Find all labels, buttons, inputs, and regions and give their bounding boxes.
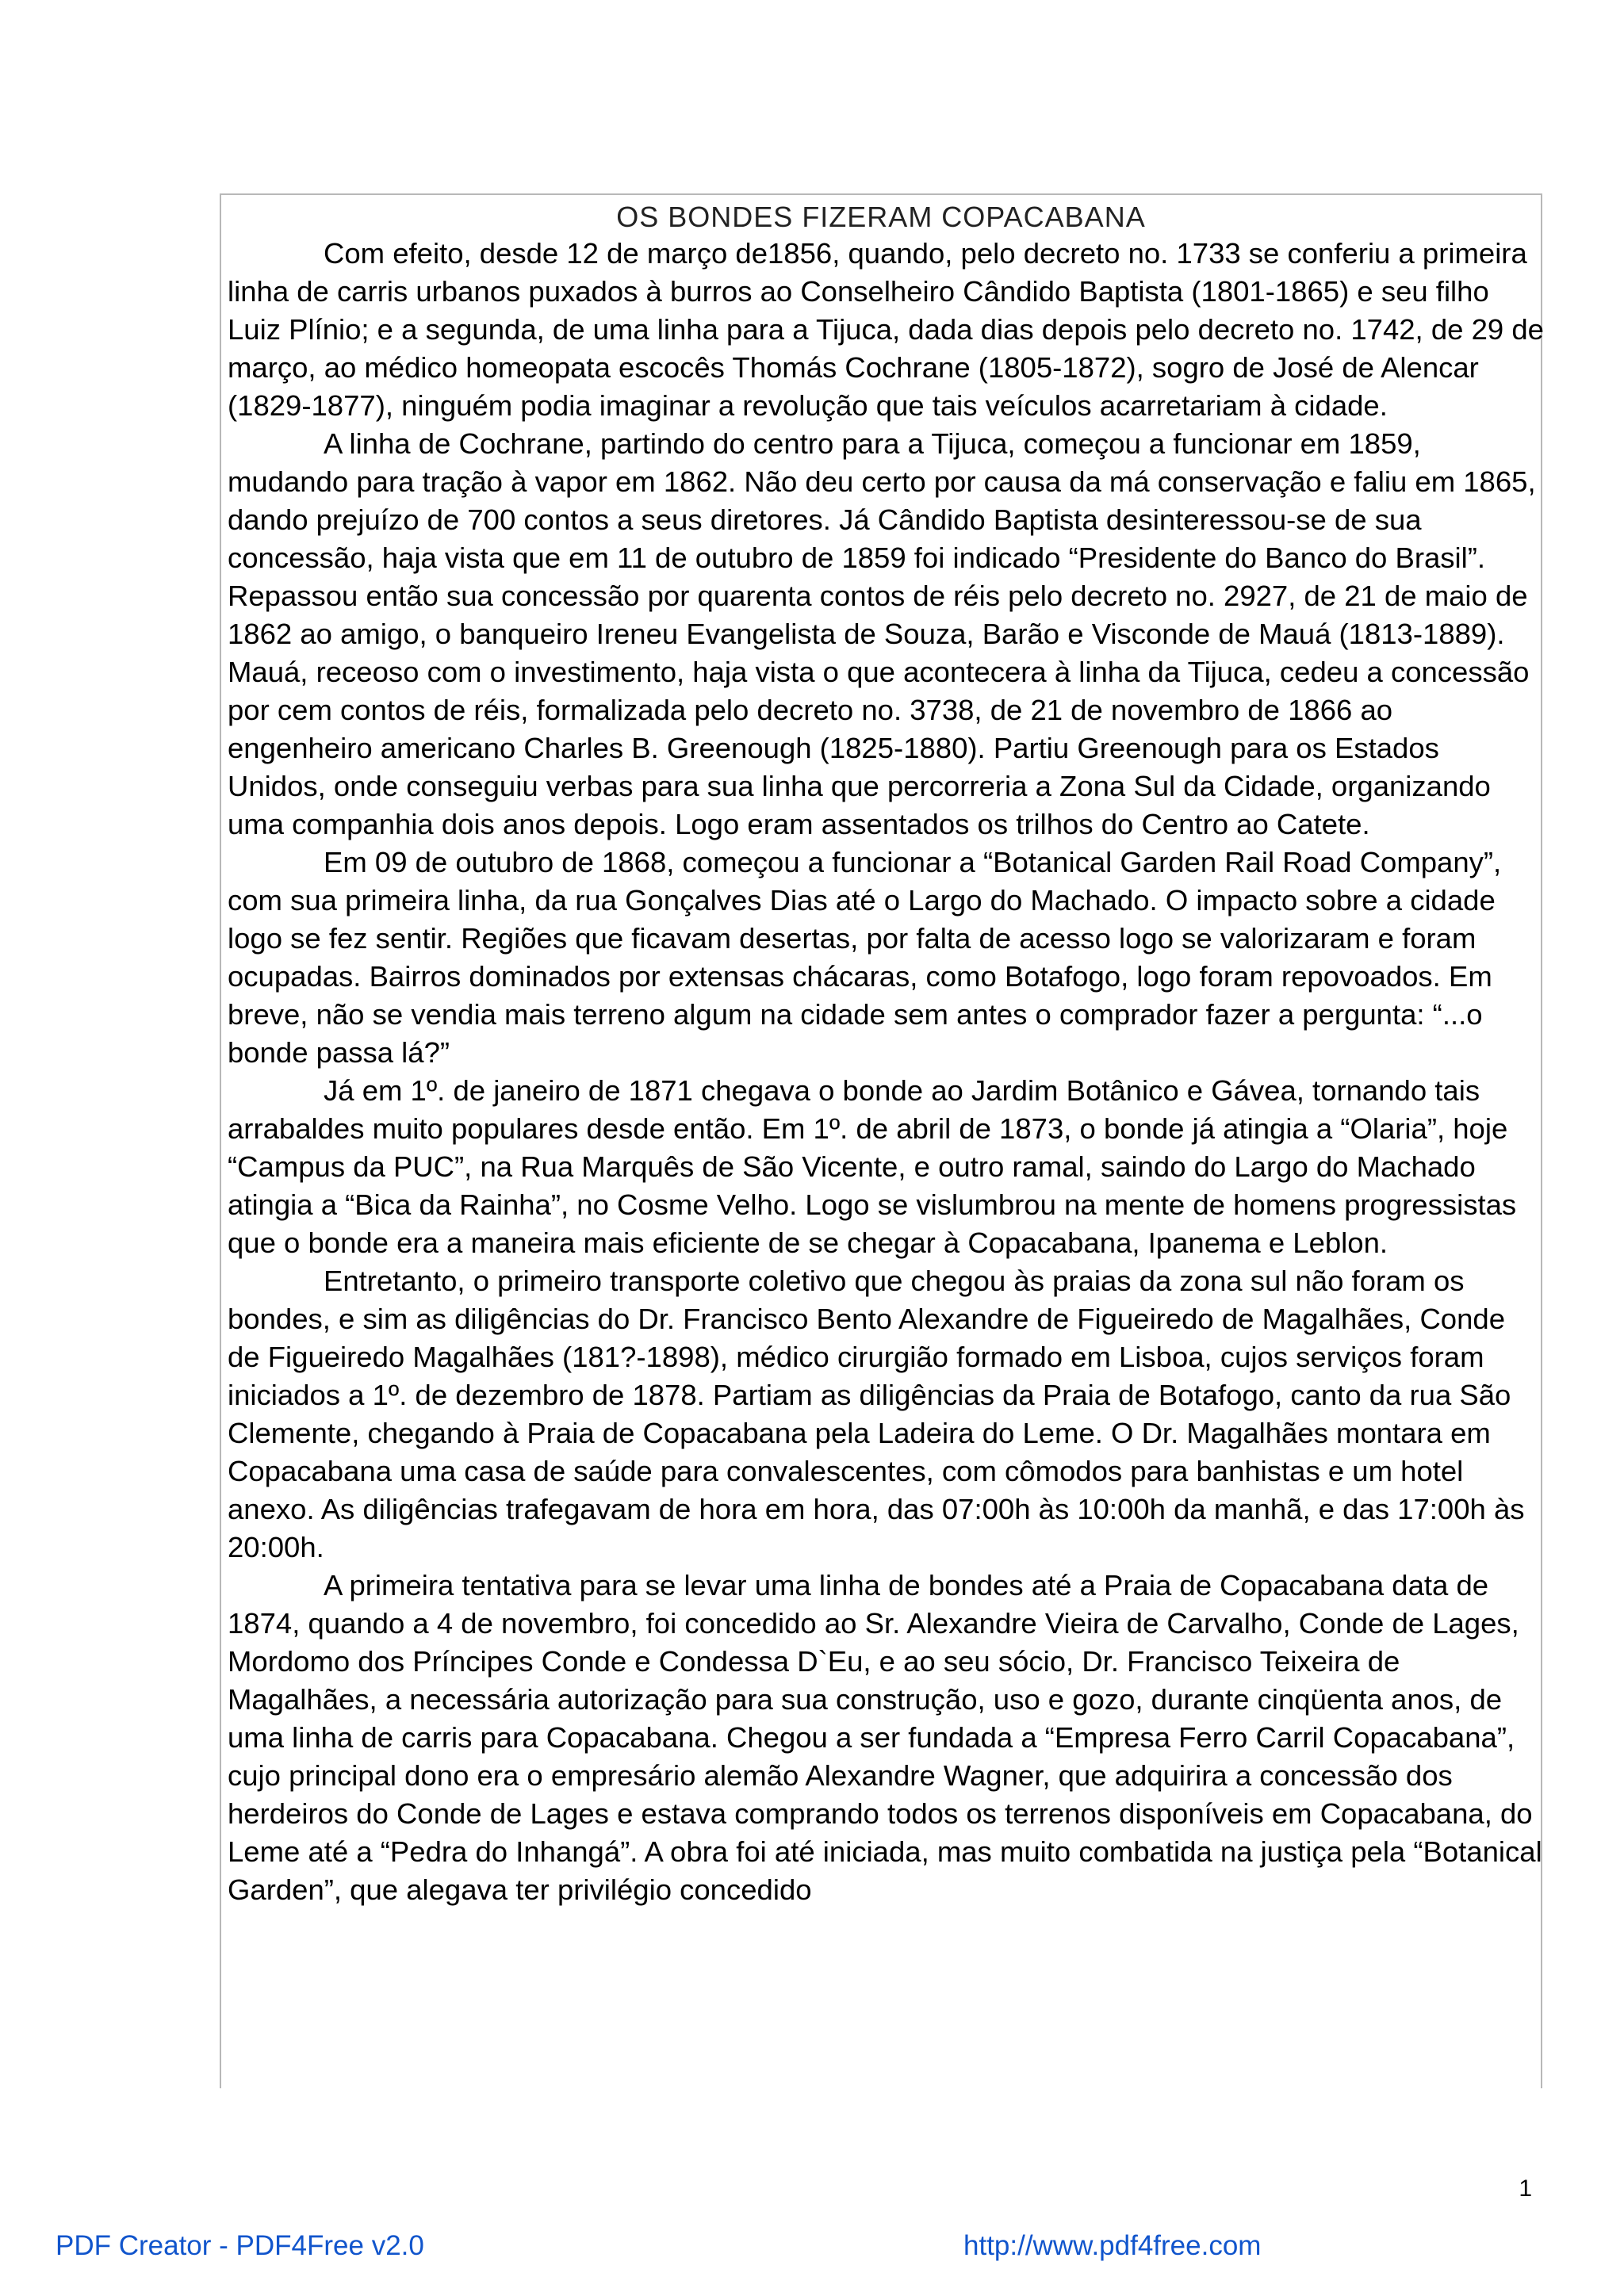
- paragraph: Já em 1º. de janeiro de 1871 chegava o bonde ao Jardim Botânico e Gávea, tornando tais arrabaldes muito populares desde então. Em 1º. de abril de 1873, o bonde já atingia a “Olaria”, hoje “Campus da PUC”, na Rua Marquês de São Vicente, e outro ramal, saindo do Largo do Machado atingia a “Bica da Rainha”, no Cosme Velho. Logo se vislumbrou na mente de homens progressistas que o bonde era a maneira mais eficiente de se chegar à Copacabana, Ipanema e Leblon.: [228, 1074, 1517, 1259]
- page-title: OS BONDES FIZERAM COPACABANA: [616, 201, 1146, 233]
- document-body: [228, 235, 1544, 1909]
- page-number: 1: [1519, 2175, 1532, 2202]
- footer-creator-label: PDF Creator - PDF4Free v2.0: [56, 2230, 424, 2261]
- paragraph: A linha de Cochrane, partindo do centro para a Tijuca, começou a funcionar em 1859, mudando para tração à vapor em 1862. Não deu certo por causa da má conservação e faliu em 1865, dando prejuízo de 700 contos a seus diretores. Já Cândido Baptista desinteressou-se de sua concessão, haja vista que em 11 de outubro de 1859 foi indicado “Presidente do Banco do Brasil”. Repassou então sua concessão por quarenta contos de réis pelo decreto no. 2927, de 21 de maio de 1862 ao amigo, o banqueiro Ireneu Evangelista de Souza, Barão e Visconde de Mauá (1813-1889). Mauá, receoso com o investimento, haja vista o que acontecera à linha da Tijuca, cedeu a concessão por cem contos de réis, formalizada pelo decreto no. 3738, de 21 de novembro de 1866 ao engenheiro americano Charles B. Greenough (1825-1880). Partiu Greenough para os Estados Unidos, onde conseguiu verbas para sua linha que percorreria a Zona Sul da Cidade, organizando uma companhia dois anos depois. Logo eram assentados os trilhos do Centro ao Catete.: [228, 427, 1536, 840]
- footer-url-link[interactable]: http://www.pdf4free.com: [963, 2230, 1262, 2261]
- paragraph: A primeira tentativa para se levar uma linha de bondes até a Praia de Copacabana data de 1874, quando a 4 de novembro, foi concedido ao Sr. Alexandre Vieira de Carvalho, Conde de Lages, Mordomo dos Príncipes Conde e Condessa D`Eu, e ao seu sócio, Dr. Francisco Teixeira de Magalhães, a necessária autorização para sua construção, uso e gozo, durante cinqüenta anos, de uma linha de carris para Copacabana. Chegou a ser fundada a “Empresa Ferro Carril Copacabana”, cujo principal dono era o empresário alemão Alexandre Wagner, que adquirira a concessão dos herdeiros do Conde de Lages e estava comprando todos os terrenos disponíveis em Copacabana, do Leme até a “Pedra do Inhangá”. A obra foi até iniciada, mas muito combatida na justiça pela “Botanical Garden”, que alegava ter privilégio concedido: [228, 1569, 1542, 1906]
- paragraph: Em 09 de outubro de 1868, começou a funcionar a “Botanical Garden Rail Road Company”, com sua primeira linha, da rua Gonçalves Dias até o Largo do Machado. O impacto sobre a cidade logo se fez sentir. Regiões que ficavam desertas, por falta de acesso logo se valorizaram e foram ocupadas. Bairros dominados por extensas chácaras, como Botafogo, logo foram repovoados. Em breve, não se vendia mais terreno algum na cidade sem antes o comprador fazer a pergunta: “...o bonde passa lá?”: [228, 846, 1502, 1069]
- paragraph: Entretanto, o primeiro transporte coletivo que chegou às praias da zona sul não foram os bondes, e sim as diligências do Dr. Francisco Bento Alexandre de Figueiredo de Magalhães, Conde de Figueiredo Magalhães (181?-1898), médico cirurgião formado em Lisboa, cujos serviços foram iniciados a 1º. de dezembro de 1878. Partiam as diligências da Praia de Botafogo, canto da rua São Clemente, chegando à Praia de Copacabana pela Ladeira do Leme. O Dr. Magalhães montara em Copacabana uma casa de saúde para convalescentes, com cômodos para banhistas e um hotel anexo. As diligências trafegavam de hora em hora, das 07:00h às 10:00h da manhã, e das 17:00h às 20:00h.: [228, 1265, 1525, 1563]
- paragraph: Com efeito, desde 12 de março de1856, quando, pelo decreto no. 1733 se conferiu a primeira linha de carris urbanos puxados à burros ao Conselheiro Cândido Baptista (1801-1865) e seu filho Luiz Plínio; e a segunda, de uma linha para a Tijuca, dada dias depois pelo decreto no. 1742, de 29 de março, ao médico homeopata escocês Thomás Cochrane (1805-1872), sogro de José de Alencar (1829-1877), ninguém podia imaginar a revolução que tais veículos acarretariam à cidade.: [228, 237, 1544, 422]
